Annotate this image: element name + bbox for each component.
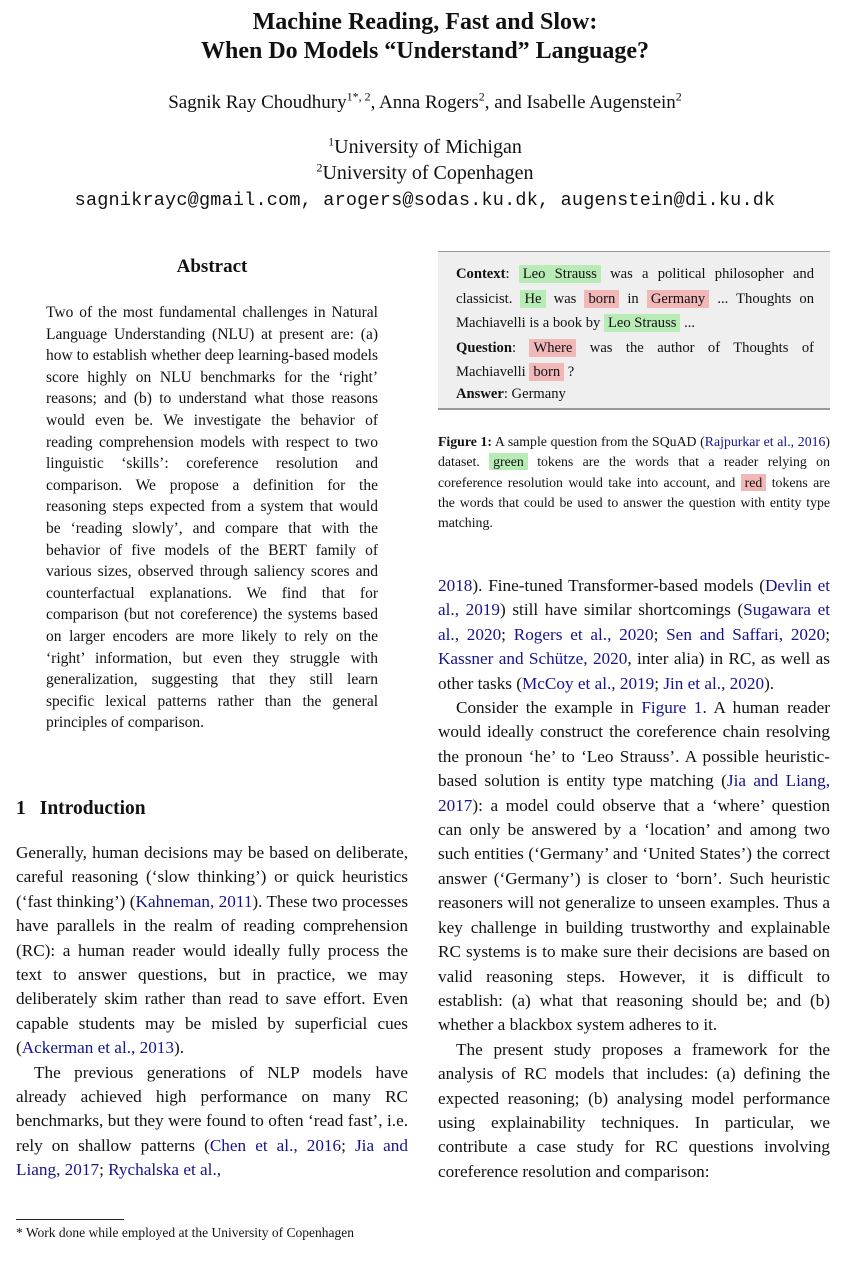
red-highlighted-token: born	[529, 363, 564, 381]
affiliation-1	[0, 136, 850, 159]
abstract-text: Two of the most fundamental challenges in Natural Language Understanding (NLU) at present are: (a) how to establish whether deep learning-based models score highly on NLU benchmarks for the ‘right’ reasons; and (b) to understand what those reasons would even be. We investigate the behavior of reading comprehension models with respect to two linguistic ‘skills’: coreference resolution and comparison. We propose a definition for the reasoning steps expected from a system that would be ‘reading slowly’, and compare that with the behavior of five models of the BERT family of various sizes, observed through saliency scores and counterfactual explanations. We find that for comparison (but not coreference) the systems based on larger encoders are more likely to rely on the ‘right’ information, but even they struggle with generalization, suggesting that they still learn specific lexical patterns rather than the general principles of comparison.	[46, 304, 378, 732]
affiliation-marker: 2	[478, 89, 485, 104]
affiliation-marker: 1	[328, 134, 335, 149]
red-highlighted-token: Where	[529, 339, 576, 357]
title-line-1: Machine Reading, Fast and Slow:	[252, 9, 598, 35]
intro-paragraph-2: The previous generations of NLP models have already achieved high performance on many RC benchmarks, but they were found to often ‘read fast’, i.e. rely on shallow patterns (Chen et al., 2016; Jia and Liang, 2017; Rychalska et al.,	[16, 1062, 408, 1180]
section-heading	[16, 798, 146, 820]
red-highlighted-token: Germany	[647, 290, 709, 308]
affiliation-marker: 2	[675, 89, 682, 104]
figure-1-box	[438, 251, 830, 410]
figure-1-content	[456, 262, 814, 403]
section-number: 1	[16, 798, 26, 819]
citation-link[interactable]: Rogers et al., 2020	[513, 624, 654, 644]
right-paragraph-2: Consider the example in Figure 1. A human reader would ideally construct the coreference chain resolving the pronoun ‘he’ to ‘Leo Strauss’. A possible heuristic-based solution is entity type matching (Jia and Liang, 2017): a model could observe that a ‘where’ question can only be answered by a ‘location’ and among two such entities (‘Germany’ and ‘United States’) the correct answer (‘Germany’) is closer to ‘born’. Such heuristic reasoners will not generalize to unseen examples. Thus a key challenge in building trustworthy and explainable RC systems is to make sure their decisions are based on valid reasoning steps. However, it is difficult to establish: (a) what that reasoning should be; and (b) whether a blackbox system adheres to it.	[438, 698, 830, 1035]
answer-label: Answer	[456, 385, 504, 402]
context-text: Leo Strauss was a political philosopher and classicist. He was born in Germany ... Thoughts on Machiavelli is a book by Leo Strauss ...	[456, 266, 814, 331]
paper-title	[0, 8, 850, 66]
figure-answer: Answer: Germany	[456, 385, 566, 402]
author-list	[0, 89, 850, 114]
answer-text: Germany	[511, 385, 566, 402]
question-text: Where was the author of Thoughts of Machiavelli born ?	[456, 339, 814, 380]
citation-link[interactable]: Figure 1	[641, 698, 703, 718]
affiliation-name: University of Copenhagen	[322, 162, 534, 184]
footnote: * Work done while employed at the University of Copenhagen	[16, 1225, 354, 1240]
caption-label: Figure 1:	[438, 434, 493, 449]
citation-link[interactable]: Kahneman, 2011	[135, 891, 253, 911]
citation-link[interactable]: Sen and Saffari, 2020	[666, 624, 826, 644]
question-label: Question	[456, 339, 512, 356]
green-highlighted-token: Leo Strauss	[519, 265, 601, 283]
green-highlighted-token: He	[520, 290, 545, 308]
affiliation-2	[0, 162, 850, 185]
citation-link[interactable]: Chen et al., 2016	[209, 1135, 342, 1155]
citation-link[interactable]: Jin et al., 2020	[663, 673, 765, 693]
author-name: , Anna Rogers	[370, 92, 479, 113]
footnote-rule	[16, 1219, 124, 1220]
affiliation-marker: 2	[316, 160, 323, 175]
green-highlighted-token: Leo Strauss	[604, 314, 681, 332]
title-line-2: When Do Models “Understand” Language?	[200, 38, 650, 64]
section-title: Introduction	[39, 798, 146, 819]
citation-link[interactable]: Kassner and Schütze, 2020	[438, 649, 628, 669]
right-column-body	[438, 574, 830, 1184]
intro-paragraph-1: Generally, human decisions may be based on deliberate, careful reasoning (‘slow thinking’) or quick heuristics (‘fast thinking’) (Kahneman, 2011). These two processes have parallels in the realm of reading comprehension (RC): a human reader would ideally fully process the text to answer questions, but in practice, we may deliberately skim rather than read to save effort. Even capable students may be misled by superficial cues (Ackerman et al., 2013).	[16, 843, 409, 1058]
citation-link[interactable]: Rajpurkar et al., 2016	[704, 434, 826, 449]
red-highlighted-token: red	[741, 474, 767, 491]
citation-link[interactable]: Rychalska et al.,	[108, 1160, 222, 1180]
figure-context: Context: Leo Strauss was a political philosopher and classicist. He was born in Germany ... Thoughts on Machiavelli is a book by Leo Strauss ...	[456, 266, 814, 331]
right-paragraph-1: 2018). Fine-tuned Transformer-based models (Devlin et al., 2019) still have similar shortcomings (Sugawara et al., 2020; Rogers et al., 2020; Sen and Saffari, 2020; Kassner and Schütze, 2020, inter alia) in RC, as well as other tasks (McCoy et al., 2019; Jin et al., 2020).	[438, 576, 830, 693]
green-highlighted-token: green	[489, 453, 528, 470]
author-emails: sagnikrayc@gmail.com, arogers@sodas.ku.dk, augenstein@di.ku.dk	[74, 190, 776, 211]
citation-link[interactable]: McCoy et al., 2019	[522, 673, 655, 693]
citation-link[interactable]: 2018	[438, 576, 473, 595]
figure-question: Question: Where was the author of Thoughts of Machiavelli born ?	[456, 339, 814, 380]
right-paragraph-3: The present study proposes a framework for the analysis of RC models that includes: (a) defining the expected reasoning; (b) analysing model performance using explainability techniques. In particular, we contribute a case study for RC questions involving coreference resolution and comparison:	[438, 1039, 830, 1181]
citation-link[interactable]: Sugawara et al., 2020	[438, 600, 830, 644]
figure-1-caption	[438, 432, 830, 533]
citation-link[interactable]: Devlin et al., 2019	[438, 576, 830, 620]
left-column-body	[16, 841, 408, 1183]
author-name: Sagnik Ray Choudhury	[168, 92, 347, 113]
affiliation-name: University of Michigan	[334, 136, 522, 158]
affiliation-marker: 1*, 2	[346, 89, 371, 104]
citation-link[interactable]: Ackerman et al., 2013	[21, 1038, 174, 1058]
citation-link[interactable]: Jia and Liang, 2017	[16, 1135, 408, 1180]
abstract-heading: Abstract	[176, 256, 248, 277]
context-label: Context	[456, 266, 506, 282]
citation-link[interactable]: Jia and Liang, 2017	[438, 771, 830, 815]
author-name: , and Isabelle Augenstein	[484, 92, 676, 113]
caption-text: A sample question from the SQuAD (Rajpurkar et al., 2016) dataset. green tokens are the words that a reader relying on coreference resolution would take into account, and red tokens are the words that could be used to answer the question with entity type matching.	[438, 434, 831, 531]
red-highlighted-token: born	[584, 290, 619, 308]
